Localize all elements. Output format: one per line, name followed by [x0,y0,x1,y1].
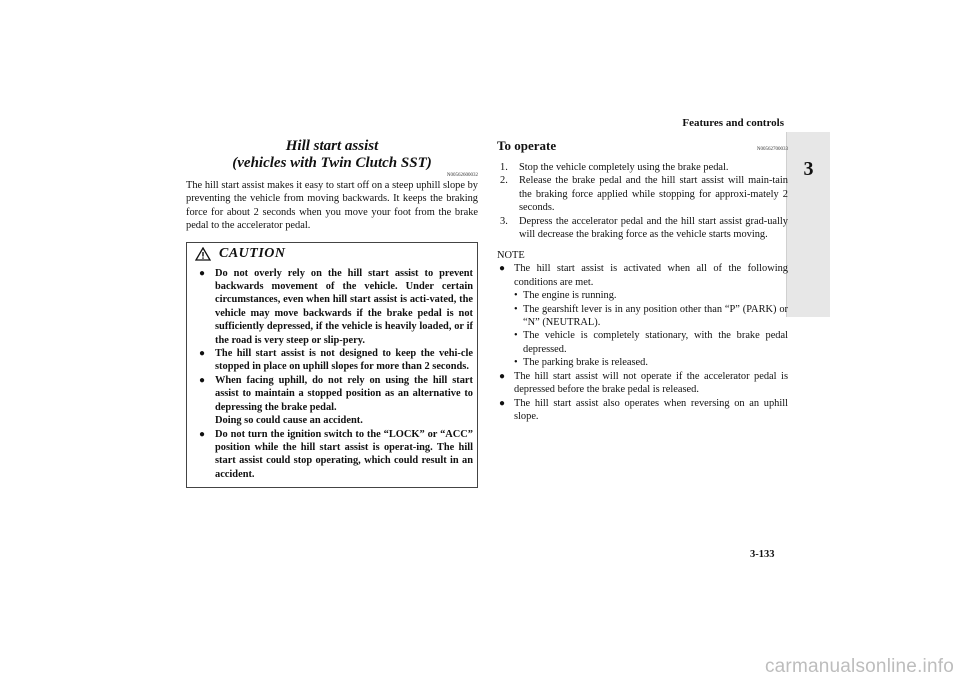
caution-item [191,267,473,347]
bullet-icon: ● [199,267,206,279]
note-sub-item-text: The gearshift lever is in any position other than “P” (PARK) or “N” (NEUTRAL). [523,303,788,329]
left-column [186,138,478,488]
caution-item-text: When facing uphill, do not rely on using the hill start assist to maintain a stopped position as an alternative to depressing the brake pedal. [215,374,473,413]
step-text: Stop the vehicle completely using the brake pedal. [519,162,729,173]
sub-bullet-icon: • [514,290,518,302]
bullet-icon: ● [499,397,506,409]
sub-bullet-icon: • [514,303,518,315]
note-item [497,370,788,397]
sub-bullet-icon: • [514,330,518,342]
section-title [186,138,478,172]
note-sub-item-text: The engine is running. [523,290,617,302]
step-number: 2. [500,175,508,187]
right-column [497,138,788,423]
section-ref-code: N00562600032 [446,173,478,178]
note-sub-list [514,289,788,369]
step-item [500,161,788,174]
page-number: 3-133 [750,549,775,560]
sub-bullet-icon: • [514,357,518,369]
bullet-icon: ● [499,263,506,275]
caution-label: CAUTION [219,245,286,261]
step-number: 3. [500,215,508,227]
note-sub-item [514,329,788,356]
caution-box [186,242,478,489]
chapter-number: 3 [803,158,814,180]
caution-item-text-extra: Doing so could cause an accident. [215,415,363,427]
bullet-icon: ● [199,348,206,360]
warning-triangle-icon [195,247,211,261]
caution-list [191,267,473,482]
step-item [500,174,788,214]
step-number: 1. [500,162,508,173]
section-title-line1: Hill start assist [285,138,379,154]
to-operate-title: To operate [497,138,557,153]
page-header-title: Features and controls [682,117,784,129]
note-item [497,262,788,369]
note-sub-item [514,303,788,330]
to-operate-header [497,138,788,154]
caution-item-text: Do not turn the ignition switch to the “LOCK” or “ACC” position while the hill start assist is operat-ing. The hill start assist could stop operating, which could result in an accident. [215,428,473,480]
section-title-line2: (vehicles with Twin Clutch SST) [232,155,432,171]
note-sub-item-text: The parking brake is released. [523,357,648,369]
bullet-icon: ● [199,428,206,440]
caution-item-text: The hill start assist is not designed to keep the vehi-cle stopped in place on uphill slopes for more than 2 seconds. [215,348,473,373]
caution-item [191,347,473,374]
note-list [497,262,788,423]
caution-item [191,374,473,428]
note-sub-item [514,289,788,302]
caution-item-text: Do not overly rely on the hill start assist to prevent backwards movement of the vehicle. Under certain circumstances, even when hill start assist is acti-vated, the vehicle may move backwards if the brake pedal is not sufficiently depressed, if the vehicle is heavily loaded, or if the road is very steep or slip-pery. [215,267,473,346]
note-sub-item [514,356,788,369]
intro-paragraph: The hill start assist makes it easy to start off on a steep uphill slope by preventing the vehicle from moving backwards. It keeps the braking force for about 2 seconds when you move your foot from the brake pedal to the accelerator pedal. [186,180,478,232]
steps-list [497,161,788,241]
note-item-text: The hill start assist is activated when all of the following conditions are met. [514,263,788,288]
step-item [500,215,788,242]
note-sub-item-text: The vehicle is completely stationary, with the brake pedal depressed. [523,330,788,355]
to-operate-ref-code: N00562700033 [756,147,788,152]
watermark-text: carmanualsonline.info [764,656,954,677]
caution-header [191,245,473,263]
bullet-icon: ● [499,370,506,382]
chapter-tab [786,132,830,317]
note-item-text: The hill start assist also operates when reversing on an uphill slope. [514,397,788,422]
note-item [497,397,788,424]
note-label: NOTE [497,250,525,262]
bullet-icon: ● [199,374,206,386]
caution-item [191,428,473,482]
step-text: Depress the accelerator pedal and the hill start assist grad-ually will decrease the braking force as the vehicle starts moving. [519,215,788,241]
note-item-text: The hill start assist will not operate if the accelerator pedal is depressed before the brake pedal is released. [514,370,788,396]
step-text: Release the brake pedal and the hill start assist will main-tain the braking force applied while stopping for approxi-mately 2 seconds. [519,175,788,214]
